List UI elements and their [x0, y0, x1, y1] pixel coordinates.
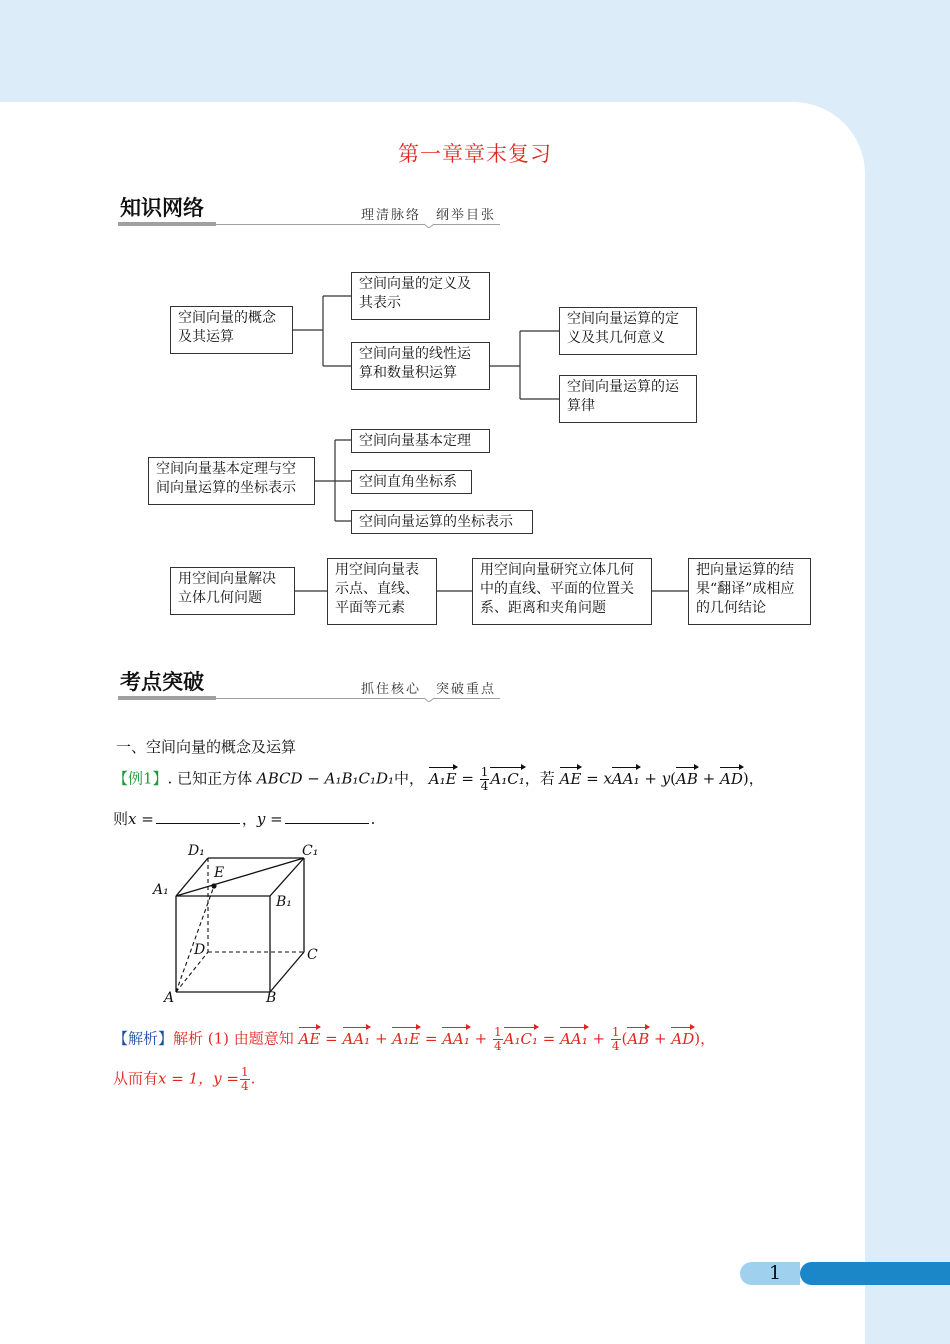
solution-text: ，: [700, 1029, 716, 1048]
solution-line-1: 【解析】解析 (1) 由题意知 AE = AA₁ + A₁E = AA₁ + $\frac{1}{4}$ A₁C₁ = AA₁ + $\frac{1}{4}$ (AB + AD)，: [113, 1025, 716, 1053]
node-concept-operations: 空间向量的概念及其运算: [170, 306, 293, 354]
heading-underline-bar: [118, 696, 216, 700]
example-text: ，若: [524, 769, 555, 788]
page-number-tab: [740, 1262, 950, 1285]
node-basis-theorem-coordinates: 空间向量基本定理与空间向量运算的坐标表示: [148, 457, 315, 505]
example-text: 中，: [394, 769, 425, 788]
example-text: .: [370, 810, 376, 828]
x-label: x =: [128, 810, 154, 828]
section-tagline: 理清脉络 纲举目张: [360, 208, 496, 223]
solution-text: 解析 (1) 由题意知: [173, 1029, 294, 1048]
node-definition: 空间向量的定义及其表示: [351, 272, 490, 320]
chapter-title: 第一章章末复习: [398, 142, 552, 166]
heading-rule: [216, 698, 500, 699]
cube-figure: [150, 838, 340, 1010]
answer-blank-x[interactable]: [156, 823, 240, 824]
label-b: B: [266, 990, 277, 1006]
section-header-breakthrough: [118, 666, 500, 696]
example-label: 【例1】: [113, 769, 168, 788]
example-text: 则: [113, 810, 129, 828]
node-operation-laws: 空间向量运算的运算律: [559, 375, 697, 423]
label-d1: D₁: [188, 843, 205, 859]
node-basis-theorem: 空间向量基本定理: [351, 429, 490, 453]
node-study-relations: 用空间向量研究立体几何中的直线、平面的位置关系、距离和夹角问题: [472, 558, 652, 625]
example-text: ，: [748, 769, 764, 788]
section-heading: 知识网络: [120, 196, 204, 220]
example-text: . 已知正方体: [167, 769, 253, 788]
label-c1: C₁: [302, 843, 319, 859]
solution-label: 【解析】: [113, 1029, 174, 1048]
fraction-one-quarter: $\frac{1}{4}$: [480, 765, 489, 793]
solution-text: 从而有: [113, 1069, 159, 1088]
subsection-heading: 一、空间向量的概念及运算: [116, 738, 297, 756]
section-heading: 考点突破: [120, 670, 204, 694]
example-text: ，: [241, 810, 257, 828]
node-represent-elements: 用空间向量表示点、直线、平面等元素: [327, 558, 437, 625]
node-coordinate-system: 空间直角坐标系: [351, 470, 472, 494]
label-d: D: [194, 942, 206, 958]
fraction-one-quarter: $\frac{1}{4}$: [494, 1025, 502, 1053]
node-coordinate-operations: 空间向量运算的坐标表示: [351, 510, 533, 534]
example-problem: 【例1】. 已知正方体 ABCD − A₁B₁C₁D₁中， A₁E = $\frac{1}{4}$ A₁C₁，若 AE = xAA₁ + y(AB + AD)，: [113, 765, 764, 793]
solution-line-2: [113, 1066, 255, 1093]
label-a: A: [164, 990, 175, 1006]
fraction-one-quarter: $\frac{1}{4}$: [240, 1065, 249, 1093]
page-number: 1: [768, 1262, 782, 1284]
label-c: C: [307, 947, 318, 963]
label-e: E: [214, 865, 225, 881]
solution-text: .: [250, 1069, 256, 1088]
answer-blank-y[interactable]: [285, 823, 369, 824]
label-a1: A₁: [153, 882, 169, 898]
label-b1: B₁: [276, 894, 292, 910]
rule-notch: [424, 696, 434, 702]
solution-result: x = 1，y =: [158, 1069, 239, 1088]
example-answer-line: [113, 808, 375, 829]
section-tagline: 抓住核心 突破重点: [360, 682, 496, 697]
page-tab-dark: [800, 1262, 950, 1285]
cube-name: ABCD − A₁B₁C₁D₁: [256, 769, 395, 788]
node-translate-results: 把向量运算的结果“翻译”成相应的几何结论: [688, 558, 811, 625]
node-linear-dot: 空间向量的线性运算和数量积运算: [351, 342, 490, 390]
fraction-one-quarter: $\frac{1}{4}$: [611, 1025, 620, 1053]
node-geometric-meaning: 空间向量运算的定义及其几何意义: [559, 307, 697, 355]
y-label: y =: [256, 810, 283, 828]
node-solve-geometry: 用空间向量解决立体几何问题: [170, 567, 295, 615]
